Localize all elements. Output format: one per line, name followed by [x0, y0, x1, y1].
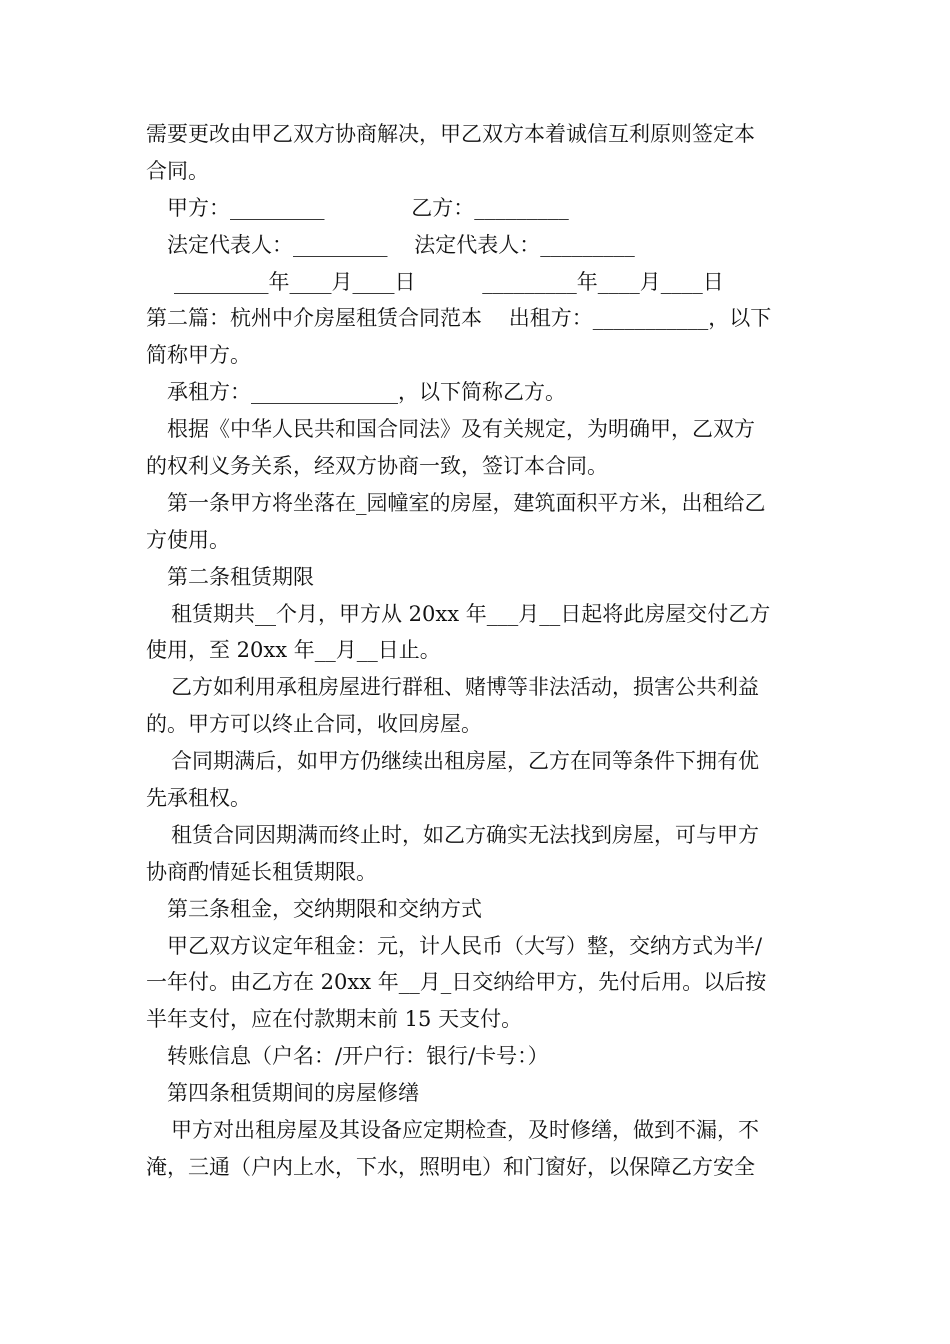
text-line: 使用，至 20xx 年__月__日止。: [146, 638, 441, 663]
text-line: 半年支付，应在付款期末前 15 天支付。: [146, 1007, 523, 1032]
text-line: 合同期满后，如甲方仍继续出租房屋，乙方在同等条件下拥有优: [171, 749, 759, 774]
article-3-heading: 第三条租金，交纳期限和交纳方式: [167, 896, 482, 921]
text-line: 根据《中华人民共和国合同法》及有关规定，为明确甲，乙双方: [167, 417, 755, 442]
transfer-info-line: 转账信息（户名：/开户行：银行/卡号：）: [167, 1044, 549, 1069]
text-line: 甲乙双方议定年租金：元，计人民币（大写）整，交纳方式为半/: [167, 933, 763, 958]
text-line: 先承租权。: [146, 786, 251, 811]
document-body: [146, 116, 806, 1186]
text-line: 简称甲方。: [146, 343, 251, 368]
date-line: _________年____月____日 _________年____月____日: [174, 269, 724, 294]
text-line: 需要更改由甲乙双方协商解决，甲乙双方本着诚信互利原则签定本: [146, 122, 755, 146]
text-line: 协商酌情延长租赁期限。: [146, 859, 377, 884]
article-2-heading: 第二条租赁期限: [167, 564, 314, 589]
text-line: 租赁合同因期满而终止时，如乙方确实无法找到房屋，可与甲方: [171, 822, 759, 847]
party-a-signature-line: 甲方：_________ 乙方：_________: [167, 195, 569, 220]
text-line: 甲方对出租房屋及其设备应定期检查，及时修缮，做到不漏，不: [171, 1118, 759, 1143]
article-1-line: 第一条甲方将坐落在_园幢室的房屋，建筑面积平方米，出租给乙: [167, 490, 766, 515]
text-line: 一年付。由乙方在 20xx 年__月_日交纳给甲方，先付后用。以后按: [146, 970, 767, 995]
section-heading-line: 第二篇：杭州中介房屋租赁合同范本 出租方：___________，以下: [146, 306, 772, 331]
text-line: 乙方如利用承租房屋进行群租、赌博等非法活动，损害公共利益: [171, 675, 759, 700]
text-line: 的。甲方可以终止合同，收回房屋。: [146, 712, 482, 737]
article-4-heading: 第四条租赁期间的房屋修缮: [167, 1081, 419, 1106]
text-line: 淹，三通（户内上水，下水，照明电）和门窗好，以保障乙方安全: [146, 1154, 755, 1179]
text-line: 的权利义务关系，经双方协商一致，签订本合同。: [146, 454, 608, 479]
text-line: 租赁期共__个月，甲方从 20xx 年___月__日起将此房屋交付乙方: [171, 601, 771, 626]
tenant-line: 承租方：______________，以下简称乙方。: [167, 380, 566, 405]
legal-representative-line: 法定代表人：_________ 法定代表人：_________: [167, 232, 635, 257]
text-line: 方使用。: [146, 527, 230, 552]
text-line: 合同。: [146, 158, 209, 183]
